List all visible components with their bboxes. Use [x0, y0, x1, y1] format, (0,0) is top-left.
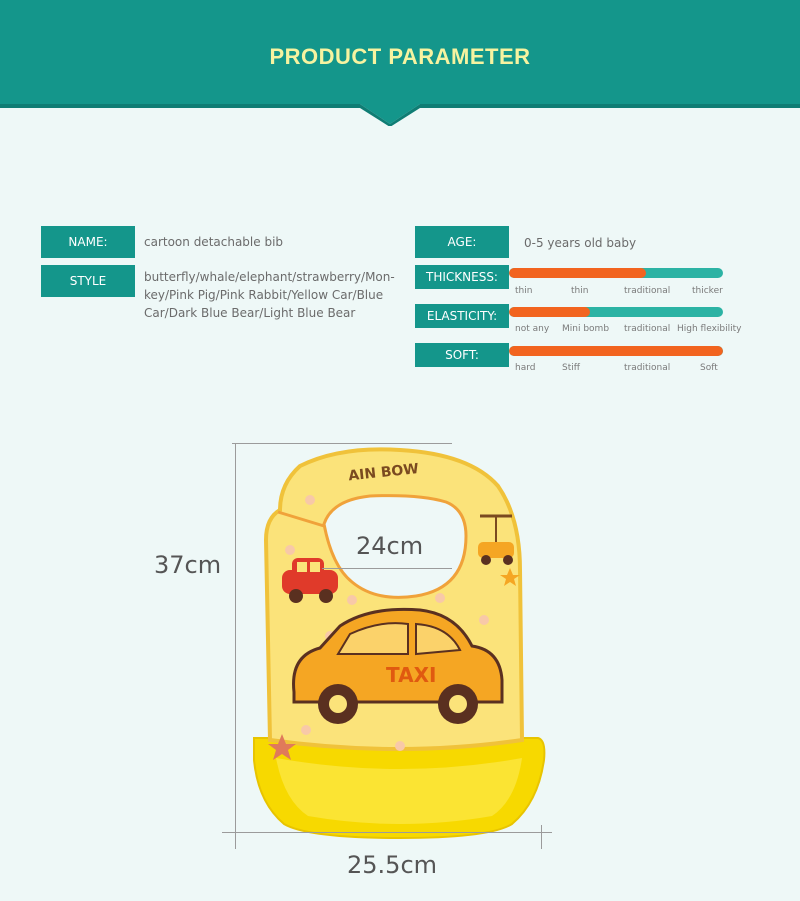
style-label: STYLE: [41, 265, 135, 297]
elasticity-scale-1: Mini bomb: [562, 324, 610, 334]
taxi-text: TAXI: [386, 663, 437, 687]
height-dimension-line: [235, 443, 236, 833]
thickness-scale-0: thin: [515, 286, 533, 296]
bib-text: AIN BOW: [347, 461, 420, 485]
thickness-scale-1: thin: [571, 286, 589, 296]
thickness-scale-3: thicker: [692, 286, 723, 296]
height-dimension-tick-top: [232, 443, 452, 444]
age-label: AGE:: [415, 226, 509, 258]
age-value: 0-5 years old baby: [524, 236, 637, 250]
width-dimension-tick-left: [235, 825, 236, 849]
thickness-bar: [509, 268, 723, 278]
height-label: 37cm: [154, 551, 222, 579]
name-value: cartoon detachable bib: [144, 235, 284, 249]
elasticity-bar: [509, 307, 723, 317]
page-title: PRODUCT PARAMETER: [269, 44, 531, 69]
thickness-label: THICKNESS:: [415, 265, 509, 289]
soft-scale-0: hard: [515, 363, 536, 373]
elasticity-label: ELASTICITY:: [415, 304, 509, 328]
soft-label: SOFT:: [415, 343, 509, 367]
name-label: NAME:: [41, 226, 135, 258]
width-dimension-tick-right: [541, 825, 542, 849]
style-value-line: key/Pink Pig/Pink Rabbit/Yellow Car/Blue: [144, 288, 384, 302]
soft-scale-2: traditional: [624, 363, 671, 373]
thickness-scale-2: traditional: [624, 286, 671, 296]
soft-bar: [509, 346, 723, 356]
bib-illustration: [220, 440, 560, 860]
neck-width-label: 24cm: [356, 532, 424, 560]
elasticity-scale-0: not any: [515, 324, 550, 334]
soft-scale-1: Stiff: [562, 363, 580, 373]
elasticity-scale-2: traditional: [624, 324, 671, 334]
thickness-bar-fill: [509, 268, 646, 278]
bottom-width-label: 25.5cm: [347, 851, 438, 879]
elasticity-scale-3: High flexibility: [677, 324, 742, 334]
soft-bar-fill: [509, 346, 723, 356]
style-value-line: butterfly/whale/elephant/strawberry/Mon-: [144, 270, 395, 284]
style-value: [144, 268, 406, 322]
width-dimension-line: [222, 832, 552, 833]
neck-dimension-line: [322, 568, 452, 569]
soft-scale-3: Soft: [700, 363, 718, 373]
style-value-line: Car/Dark Blue Bear/Light Blue Bear: [144, 306, 356, 320]
elasticity-bar-fill: [509, 307, 590, 317]
